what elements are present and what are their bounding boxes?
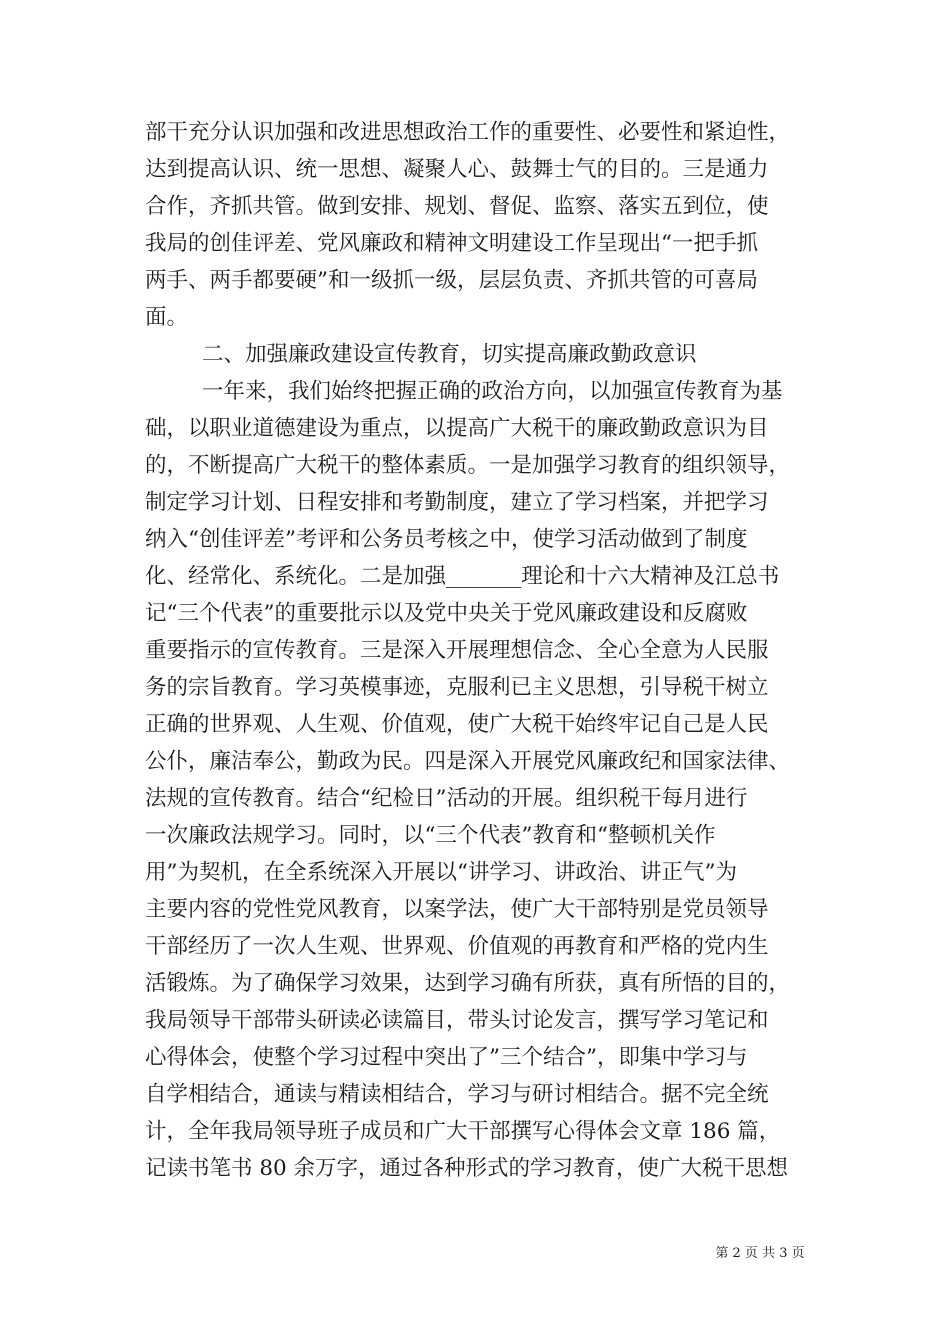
body-text-line: 公仆，廉洁奉公，勤政为民。四是深入开展党风廉政纪和国家法律、 — [145, 749, 791, 774]
body-text-line: 一年来，我们始终把握正确的政治方向，以加强宣传教育为基 — [202, 379, 783, 404]
body-text-line: 记“三个代表”的重要批示以及党中央关于党风廉政建设和反腐败 — [145, 601, 748, 626]
body-text-line: 活锻炼。为了确保学习效果，达到学习确有所获，真有所悟的目的， — [145, 971, 791, 996]
body-text-line: 记读书笔书 80 余万字，通过各种形式的学习教育，使广大税干思想 — [145, 1156, 789, 1181]
body-text-line: 的，不断提高广大税干的整体素质。一是加强学习教育的组织领导， — [145, 453, 791, 478]
body-text-line: 面。 — [145, 305, 189, 330]
body-text-line: 计，全年我局领导班子成员和广大干部撰写心得体会文章 186 篇， — [145, 1119, 781, 1144]
body-text-line: 心得体会，使整个学习过程中突出了”三个结合”，即集中学习与 — [145, 1045, 748, 1070]
body-text-line: 自学相结合，通读与精读相结合，学习与研讨相结合。据不完全统 — [145, 1082, 769, 1107]
body-text-line: 一次廉政法规学习。同时，以“三个代表”教育和“整顿机关作 — [145, 823, 716, 848]
body-text-line: 用”为契机，在全系统深入开展以“讲学习、讲政治、讲正气”为 — [145, 860, 737, 885]
body-text-line: 合作，齐抓共管。做到安排、规划、督促、监察、落实五到位，使 — [145, 194, 769, 219]
body-text-line: 我局的创佳评差、党风廉政和精神文明建设工作呈现出“一把手抓 — [145, 231, 758, 256]
body-text-line: 重要指示的宣传教育。三是深入开展理想信念、全心全意为人民服 — [145, 638, 769, 663]
body-text-line: 我局领导干部带头研读必读篇目，带头讨论发言，撰写学习笔记和 — [145, 1008, 769, 1033]
body-text-line: 纳入“创佳评差”考评和公务员考核之中，使学习活动做到了制度 — [145, 527, 748, 552]
body-text-line: 主要内容的党性党风教育，以案学法，使广大干部特别是党员领导 — [145, 897, 769, 922]
body-text-line: 制定学习计划、日程安排和考勤制度，建立了学习档案，并把学习 — [145, 490, 769, 515]
body-text-line: 两手、两手都要硬”和一级抓一级，层层负责、齐抓共管的可喜局 — [145, 268, 758, 293]
body-text-line: 法规的宣传教育。结合“纪检日”活动的开展。组织税干每月进行 — [145, 786, 748, 811]
page-number: 第 2 页 共 3 页 — [715, 1246, 805, 1261]
body-text-line: 部干充分认识加强和改进思想政治工作的重要性、必要性和紧迫性， — [145, 120, 791, 145]
body-text-line: 干部经历了一次人生观、世界观、价值观的再教育和严格的党内生 — [145, 934, 769, 959]
body-text-line: 础，以职业道德建设为重点，以提高广大税干的廉政勤政意识为目 — [145, 416, 769, 441]
section-heading: 二、加强廉政建设宣传教育，切实提高廉政勤政意识 — [202, 342, 697, 367]
body-text-line: 务的宗旨教育。学习英模事迹，克服利已主义思想，引导税干树立 — [145, 675, 769, 700]
body-text-line: 达到提高认识、统一思想、凝聚人心、鼓舞士气的目的。三是通力 — [145, 157, 769, 182]
body-text-line: 化、经常化、系统化。二是加强_______理论和十六大精神及江总书 — [145, 564, 780, 589]
body-text-line: 正确的世界观、人生观、价值观，使广大税干始终牢记自己是人民 — [145, 712, 769, 737]
